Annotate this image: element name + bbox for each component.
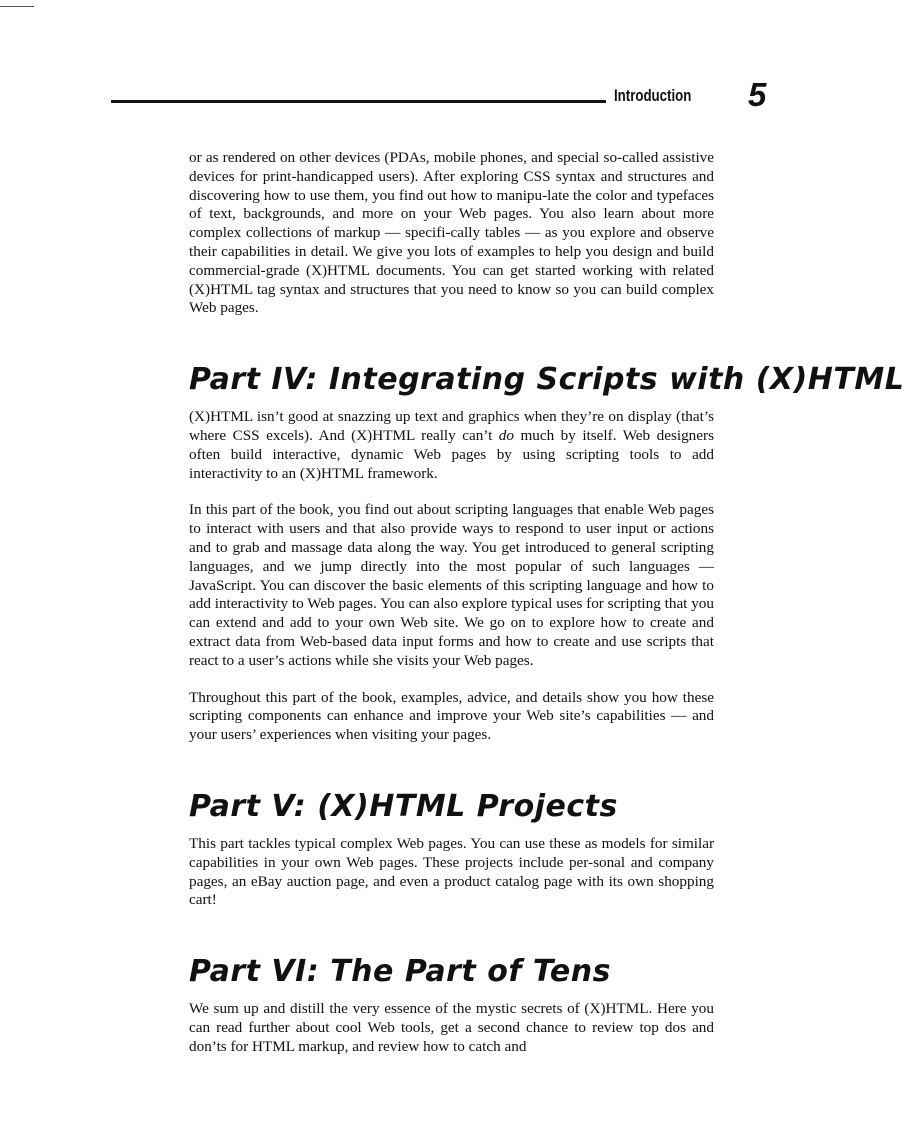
paragraph-part-vi-1: We sum up and distill the very essence of the mystic secrets of (X)HTML. Here you can read further about cool Web tools, get a second chance to review top dos and don’ts for HTML markup, and review how to catch and — [189, 1000, 714, 1055]
section-heading-part-v: Part V: (X)HTML Projects — [189, 788, 618, 824]
section-heading-part-vi: Part VI: The Part of Tens — [189, 954, 611, 990]
crop-mark — [0, 6, 34, 7]
intro-paragraph: or as rendered on other devices (PDAs, mobile phones, and special so-called assistive devices for print-handicapped users). After exploring CSS syntax and structures and discovering how to use them, you find out how to manipu-late the color and typefaces of text, backgrounds, and more on your Web pages. You also learn about more complex collections of markup — specifi-cally tables — as you explore and observe their capabilities in detail. We give you lots of examples to help you design and build commercial-grade (X)HTML documents. You can get started working with related (X)HTML tag syntax and structures that you need to know so you can build complex Web pages. — [189, 149, 714, 317]
paragraph-part-v-1: This part tackles typical complex Web pages. You can use these as models for similar capabilities in your own Web pages. These projects include per-sonal and company pages, an eBay auction page, and even a product catalog page with its own shopping cart! — [189, 834, 714, 909]
paragraph-part-iv-1: (X)HTML isn’t good at snazzing up text and graphics when they’re on display (that’s where CSS excels). And (X)HTML really can’t do much by itself. Web designers often build interactive, dynamic Web pages by using scripting tools to add interactivity to an (X)HTML framework. — [189, 408, 714, 482]
page-number: 5 — [748, 76, 767, 113]
paragraph-part-iv-3: Throughout this part of the book, examples, advice, and details show you how these scripting components can enhance and improve your Web site’s capabilities — and your users’ experiences when visiting your pages. — [189, 688, 714, 744]
header-rule — [111, 100, 606, 103]
running-head: Introduction — [614, 86, 692, 105]
paragraph-part-iv-2: In this part of the book, you find out about scripting languages that enable Web pages to interact with users and that also provide ways to respond to user input or actions and to grab and massage data along the way. You get introduced to general scripting languages, and we jump directly into the most popular of such languages — JavaScript. You can discover the basic elements of this scripting language and how to add interactivity to Web pages. You can also explore typical uses for scripting that you can extend and add to your own Web site. We go on to explore how to create and extract data from Web-based data input forms and how to create and use scripts that react to a user’s actions while she visits your Web pages. — [189, 501, 714, 669]
section-heading-part-iv: Part IV: Integrating Scripts with (X)HTML — [189, 362, 904, 398]
body-column — [189, 149, 904, 1057]
